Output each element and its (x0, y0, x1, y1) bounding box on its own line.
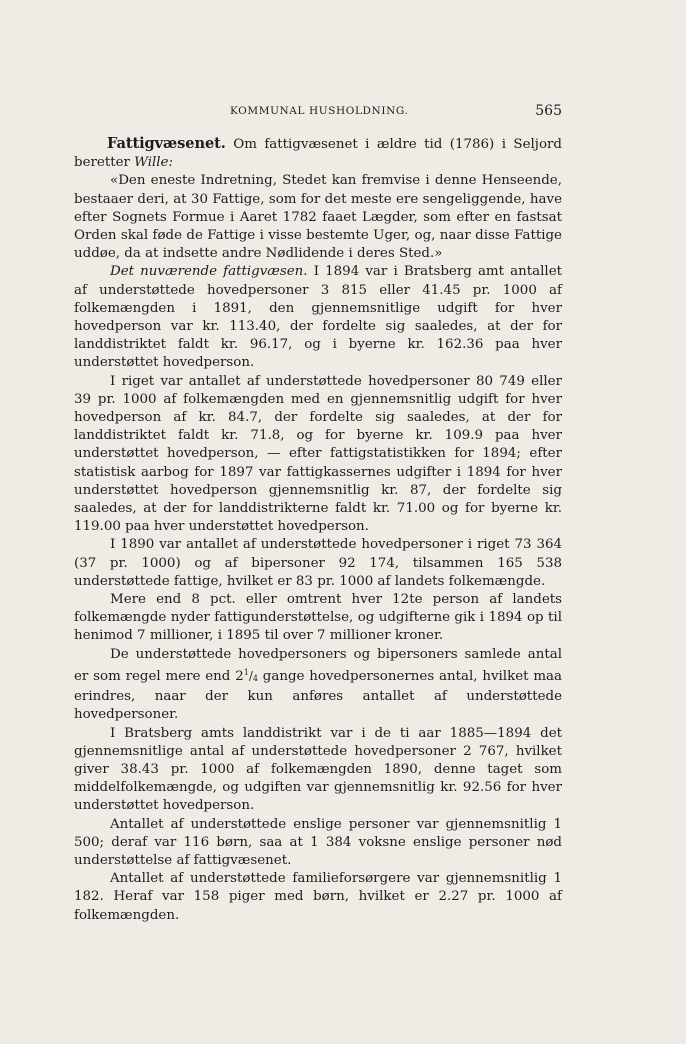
author-name: Wille: (134, 155, 173, 171)
paragraph-4: I riget var antallet af understøttede hovedpersoner 80 749 eller 39 pr. 1000 af folkemængden med en gjennemsnitlig udgift for hver hovedperson af kr. 84.7, der fordelte sig saaledes, at der for landdistriktet faldt kr. 71.8, og for byerne kr. 109.9 paa hver understøttet hovedperson, — efter fattigstatistikken for 1894; efter statistisk aarbog for 1897 var fattigkassernes udgifter i 1894 for hver understøttet hovedperson gjennemsnitlig kr. 87, der fordelte sig saaledes, at der for landdistrikterne faldt kr. 71.00 og for byerne kr. 119.00 paa hver understøttet hovedperson. (74, 373, 562, 535)
paragraph-8: I Bratsberg amts landdistrikt var i de ti aar 1885—1894 det gjennemsnitlige antal af understøttede hovedpersoner 2 767, hvilket giver 38.43 pr. 1000 af folkemængden 1890, denne taget som middelfolkemængde, og udgiften var gjennemsnitlig kr. 92.56 for hver understøttet hovedperson. (74, 725, 562, 814)
paragraph-10: Antallet af understøttede familieforsørgere var gjennemsnitlig 1 182. Heraf var 158 piger med børn, hvilket er 2.27 pr. 1000 af folkemængden. (74, 871, 562, 923)
paragraph-1-text: Om fattigvæsenet i ældre tid (1786) i Seljord beretter (74, 137, 562, 171)
fraction-whole: 2 (235, 668, 244, 684)
fraction: $^1/_4$ (243, 667, 258, 683)
fraction-numerator: 1 (243, 667, 249, 677)
paragraph-3 (74, 263, 562, 372)
paragraph-7 (74, 646, 562, 725)
section-heading: Fattigvæsenet. (107, 135, 226, 152)
header-title: KOMMUNAL HUSHOLDNING. (230, 105, 409, 117)
subsection-heading: Det nuværende fattigvæsen. (110, 264, 308, 280)
body-text (74, 135, 562, 925)
paragraph-1 (74, 135, 562, 172)
paragraph-7-text-b: gange hovedpersonernes antal, hvilket maa erindres, naar der kun anføres antallet af understøttede hovedpersoner. (74, 668, 562, 723)
paragraph-5: I 1890 var antallet af understøttede hovedpersoner i riget 73 364 (37 pr. 1000) og af bipersoner 92 174, tilsammen 165 538 understøttede fattige, hvilket er 83 pr. 1000 af landets folkemængde. (74, 537, 562, 589)
running-header (74, 103, 562, 123)
paragraph-quote: «Den eneste Indretning, Stedet kan fremvise i denne Henseende, bestaaer deri, at 30 Fattige, som for det meste ere sengeliggende, have efter Sognets Formue i Aaret 1782 faaet Lægder, som efter en fastsat Orden skal føde de Fattige i visse bestemte Uger, og, naar disse Fattige uddøe, da at indsette andre Nødlidende i deres Sted.» (74, 173, 562, 262)
paragraph-9: Antallet af understøttede enslige personer var gjennemsnitlig 1 500; deraf var 116 børn, saa at 1 384 voksne enslige personer nød understøttelse af fattigvæsenet. (74, 816, 562, 868)
page-number: 565 (535, 103, 562, 119)
paragraph-3-text: I 1894 var i Bratsberg amt antallet af understøttede hovedpersoner 3 815 eller 41.45 pr. 1000 af folkemængden i 1891, den gjennemsnitlige udgift for hver hovedperson var kr. 113.40, der fordelte sig saaledes, at der for landdistriktet faldt kr. 96.17, og i byerne kr. 162.36 paa hver understøttet hovedperson. (74, 264, 562, 371)
fraction-denominator: 4 (252, 673, 258, 683)
paragraph-7-text-a: De understøttede hovedpersoners og bipersoners samlede antal er som regel mere end (74, 646, 562, 684)
paragraph-6: Mere end 8 pct. eller omtrent hver 12te person af landets folkemængde nyder fattigunderstøttelse, og udgifterne gik i 1894 op til henimod 7 millioner, i 1895 til over 7 millioner kroner. (74, 592, 562, 644)
